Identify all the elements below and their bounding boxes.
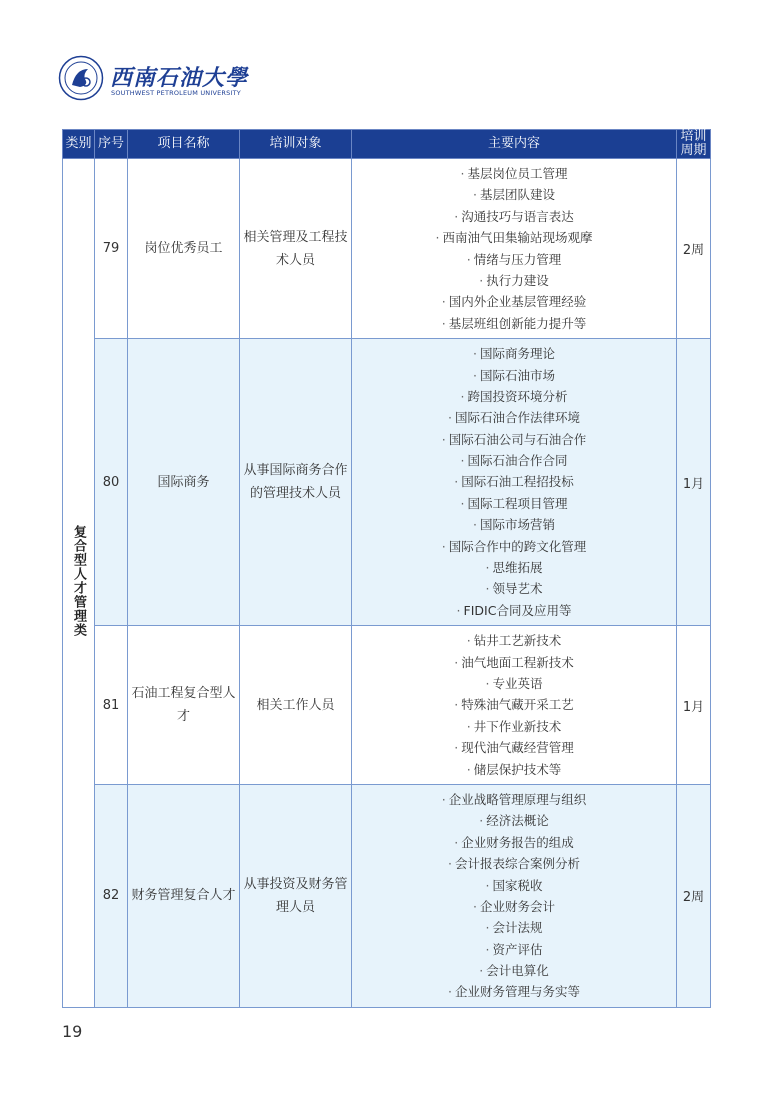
content-item-text: 跨国投资环境分析 [467,388,568,404]
bullet-dot-icon: · [479,813,484,829]
training-period: 2周 [677,784,711,1007]
content-list [352,339,676,625]
content-item [352,789,676,810]
bullet-dot-icon: · [485,675,490,691]
content-item [352,737,676,758]
bullet-dot-icon: · [441,791,446,807]
bullet-dot-icon: · [473,898,477,914]
content-item [352,206,676,227]
content-item [352,227,676,248]
content-item-text: 企业财务会计 [479,898,555,914]
bullet-dot-icon: · [485,560,490,576]
content-item-text: 情绪与压力管理 [473,251,562,267]
content-item-text: 基层班组创新能力提升等 [448,315,587,331]
training-period: 2周 [677,159,711,339]
content-item [352,493,676,514]
content-list [352,159,676,338]
bullet-dot-icon: · [454,740,459,756]
content-item-text: 会计法规 [492,920,543,936]
bullet-dot-icon: · [485,581,490,597]
content-item [352,716,676,737]
content-item-text: 经济法概论 [486,813,549,829]
content-item [352,450,676,471]
content-item-text: 现代油气藏经营管理 [461,740,574,756]
content-item-text: 专业英语 [492,675,543,691]
content-item [352,853,676,874]
header-category: 类别 [63,130,95,159]
content-item-text: 特殊油气藏开采工艺 [461,697,574,713]
training-target: 相关工作人员 [240,626,352,785]
bullet-dot-icon: · [485,920,490,936]
content-item [352,673,676,694]
content-item [352,630,676,651]
training-period: 1月 [677,626,711,785]
content-item-text: 企业财务报告的组成 [461,834,574,850]
bullet-dot-icon: · [448,410,452,426]
bullet-dot-icon: · [479,963,484,979]
content-item-text: 领导艺术 [492,581,543,597]
content-item [352,832,676,853]
project-name: 石油工程复合型人才 [128,626,240,785]
content-item-text: 国际工程项目管理 [467,495,568,511]
bullet-dot-icon: · [454,834,459,850]
content-item [352,875,676,896]
bullet-dot-icon: · [466,633,471,649]
training-period: 1月 [677,339,711,626]
header-target: 培训对象 [240,130,352,159]
content-item [352,184,676,205]
content-item-text: 储层保护技术等 [473,761,562,777]
bullet-dot-icon: · [473,367,477,383]
content-item-text: 国际石油合作法律环境 [454,410,580,426]
content-item [352,386,676,407]
content-list [352,785,676,1007]
bullet-dot-icon: · [448,984,452,1000]
content-item [352,578,676,599]
university-name: 西南石油大學 [110,65,249,91]
bullet-dot-icon: · [473,517,477,533]
content-item-text: 国际合作中的跨文化管理 [448,538,587,554]
content-item [352,917,676,938]
content-item [352,694,676,715]
bullet-dot-icon: · [448,856,452,872]
content-item [352,429,676,450]
university-seal-icon [58,55,104,101]
content-item [352,652,676,673]
bullet-dot-icon: · [441,315,446,331]
bullet-dot-icon: · [460,388,465,404]
training-target: 从事投资及财务管理人员 [240,784,352,1007]
content-item [352,249,676,270]
content-item-text: 国际石油工程招投标 [461,474,574,490]
content-item-text: 执行力建设 [486,272,549,288]
content-item-text: 钻井工艺新技术 [473,633,562,649]
main-content [352,159,677,339]
content-item [352,896,676,917]
bullet-dot-icon: · [456,602,461,618]
university-name-en: SOUTHWEST PETROLEUM UNIVERSITY [111,89,241,97]
training-target: 从事国际商务合作的管理技术人员 [240,339,352,626]
table-header-row [63,130,711,159]
content-item-text: 资产评估 [492,941,543,957]
content-item-text: 沟通技巧与语言表达 [461,208,574,224]
content-item [352,514,676,535]
content-item [352,939,676,960]
row-number: 82 [95,784,128,1007]
main-content [352,784,677,1007]
content-item-text: 思维拓展 [492,560,543,576]
project-name: 国际商务 [128,339,240,626]
content-item-text: 国际石油合作合同 [467,453,568,469]
content-item [352,536,676,557]
bullet-dot-icon: · [466,251,471,267]
row-number: 81 [95,626,128,785]
category-cell [63,159,95,1008]
content-item [352,600,676,621]
page-number: 19 [62,1022,83,1041]
bullet-dot-icon: · [441,538,446,554]
bullet-dot-icon: · [485,877,490,893]
table-row [63,784,711,1007]
bullet-dot-icon: · [441,294,446,310]
content-item [352,291,676,312]
project-name: 财务管理复合人才 [128,784,240,1007]
content-item [352,557,676,578]
row-number: 80 [95,339,128,626]
bullet-dot-icon: · [466,761,471,777]
bullet-dot-icon: · [441,431,446,447]
university-logo [58,55,258,101]
bullet-dot-icon: · [454,208,459,224]
main-content [352,339,677,626]
table-row [63,626,711,785]
content-item-text: 西南油气田集输站现场观摩 [442,230,593,246]
content-item [352,407,676,428]
content-item [352,343,676,364]
content-item-text: 企业财务管理与务实等 [454,984,580,1000]
bullet-dot-icon: · [460,495,465,511]
content-list [352,626,676,784]
content-item-text: FIDIC合同及应用等 [463,602,572,618]
bullet-dot-icon: · [473,187,477,203]
category-label: 复合型人才管理类 [71,524,86,637]
header-number: 序号 [95,130,128,159]
content-item [352,759,676,780]
content-item [352,163,676,184]
project-name: 岗位优秀员工 [128,159,240,339]
bullet-dot-icon: · [466,718,471,734]
bullet-dot-icon: · [473,346,477,362]
content-item-text: 国家税收 [492,877,543,893]
content-item-text: 油气地面工程新技术 [461,654,574,670]
training-target: 相关管理及工程技术人员 [240,159,352,339]
row-number: 79 [95,159,128,339]
header-period: 培训周期 [677,130,711,159]
content-item-text: 井下作业新技术 [473,718,562,734]
content-item-text: 会计电算化 [486,963,549,979]
content-item-text: 基层岗位员工管理 [467,166,568,181]
content-item [352,270,676,291]
bullet-dot-icon: · [460,453,465,469]
content-item [352,471,676,492]
content-item [352,313,676,334]
content-item-text: 国际石油市场 [479,367,555,383]
content-item-text: 国内外企业基层管理经验 [448,294,587,310]
bullet-dot-icon: · [479,272,484,288]
header-content: 主要内容 [352,130,677,159]
content-item-text: 国际石油公司与石油合作 [448,431,587,447]
table-row [63,159,711,339]
content-item [352,810,676,831]
content-item [352,981,676,1002]
bullet-dot-icon: · [460,166,465,181]
bullet-dot-icon: · [454,697,459,713]
content-item [352,365,676,386]
content-item-text: 会计报表综合案例分析 [454,856,580,872]
content-item-text: 国际市场营销 [479,517,555,533]
bullet-dot-icon: · [485,941,490,957]
bullet-dot-icon: · [435,230,440,246]
content-item-text: 国际商务理论 [479,346,555,362]
table-row [63,339,711,626]
content-item-text: 企业战略管理原理与组织 [448,791,587,807]
content-item-text: 基层团队建设 [479,187,555,203]
bullet-dot-icon: · [454,474,459,490]
bullet-dot-icon: · [454,654,459,670]
content-item [352,960,676,981]
header-project: 项目名称 [128,130,240,159]
main-content [352,626,677,785]
training-program-table [62,129,711,1008]
